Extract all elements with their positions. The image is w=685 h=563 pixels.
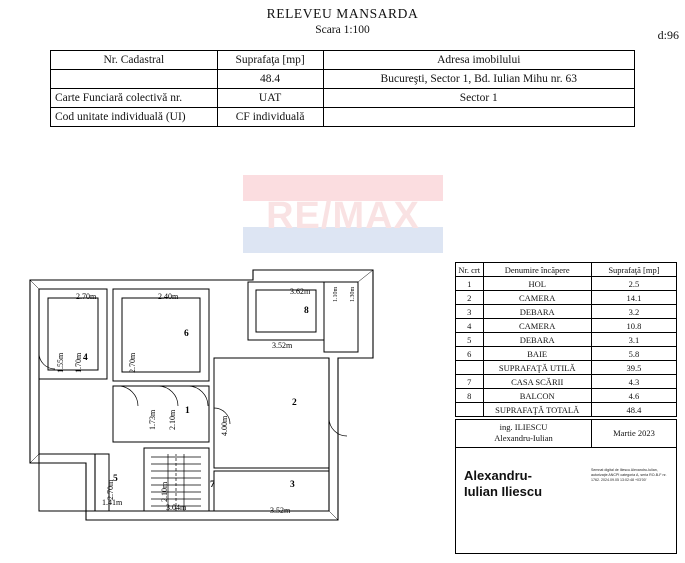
cell-room-name: BALCON [483, 389, 591, 403]
cell-room-area: 4.6 [591, 389, 676, 403]
plan-dimension: 2.40m [158, 292, 179, 301]
col-header-area: Suprafaţă [mp] [591, 263, 676, 277]
cell-area-value: 48.4 [217, 70, 323, 89]
plan-dimension: 2.10m [160, 481, 169, 502]
table-row [456, 347, 677, 361]
plan-dimension: 1.10m [333, 286, 339, 302]
table-row [456, 403, 677, 417]
table-row [456, 277, 677, 291]
plan-dimension: 1.73m [148, 409, 157, 430]
cell-room-area: 14.1 [591, 291, 676, 305]
engineer-name-line1: ing. ILIESCU [499, 422, 548, 432]
cell-room-area: 48.4 [591, 403, 676, 417]
cell-room-nr: 6 [456, 347, 484, 361]
property-info-table [50, 50, 635, 127]
cell-room-nr [456, 403, 484, 417]
floor-plan-drawing [18, 258, 438, 548]
cell-address-value: Bucureşti, Sector 1, Bd. Iulian Mihu nr. 63 [323, 70, 634, 89]
cell-room-name: DEBARA [483, 333, 591, 347]
plan-dimension: 3.52m [270, 506, 291, 515]
table-row [51, 51, 635, 70]
table-row [51, 89, 635, 108]
table-row [456, 361, 677, 375]
signature-top-row [456, 420, 676, 448]
engineer-name-cell [456, 420, 592, 447]
cell-empty [323, 108, 634, 127]
plan-room-number-1: 1 [185, 406, 190, 416]
cell-room-nr: 3 [456, 305, 484, 319]
engineer-name-line2: Alexandru-Iulian [494, 433, 553, 443]
watermark-blue-bar [243, 227, 443, 253]
table-row [456, 389, 677, 403]
watermark-white-bar [243, 201, 443, 227]
cell-address-header: Adresa imobilului [323, 51, 634, 70]
plan-dimension: 3.62m [290, 287, 311, 296]
watermark-red-bar [243, 175, 443, 201]
plan-dimension: 1.41m [102, 498, 123, 507]
cell-room-name: SUPRAFAŢĂ TOTALĂ [483, 403, 591, 417]
table-row [51, 108, 635, 127]
col-header-name: Denumire încăpere [483, 263, 591, 277]
cell-room-name: HOL [483, 277, 591, 291]
plan-dimension: 2.70m [106, 479, 115, 500]
signature-name-line1: Alexandru- [464, 468, 532, 483]
signature-block [455, 419, 677, 554]
scale-label: Scara 1:100 [315, 24, 370, 36]
cell-room-nr: 2 [456, 291, 484, 305]
cell-individual-cf-label: CF individuală [217, 108, 323, 127]
table-row [51, 70, 635, 89]
cell-room-area: 5.8 [591, 347, 676, 361]
col-header-nr: Nr. crt [456, 263, 484, 277]
table-header-row [456, 263, 677, 277]
cell-room-name: DEBARA [483, 305, 591, 319]
table-row [456, 375, 677, 389]
cell-room-nr [456, 361, 484, 375]
cell-room-name: CASA SCĂRII [483, 375, 591, 389]
digital-signature-name [464, 468, 584, 500]
cell-cadastral-value [51, 70, 218, 89]
cell-room-area: 4.3 [591, 375, 676, 389]
cell-room-nr: 1 [456, 277, 484, 291]
cell-uat-label: UAT [217, 89, 323, 108]
plan-room-number-5: 5 [113, 474, 118, 484]
page-title: RELEVEU MANSARDA [266, 6, 419, 21]
plan-room-number-2: 2 [292, 398, 297, 408]
plan-room-number-3: 3 [290, 480, 295, 490]
signature-name-line2: Iulian Iliescu [464, 484, 543, 499]
plan-dimension: 2.10m [168, 409, 177, 430]
table-row [456, 291, 677, 305]
cell-room-nr: 5 [456, 333, 484, 347]
cell-room-area: 10.8 [591, 319, 676, 333]
room-schedule-table [455, 262, 677, 417]
table-row [456, 333, 677, 347]
cell-room-name: CAMERA [483, 319, 591, 333]
cell-room-nr: 4 [456, 319, 484, 333]
watermark-text: RE/MAX [266, 195, 420, 237]
plan-dimension: 1.70m [74, 352, 83, 373]
plan-room-number-6: 6 [184, 329, 189, 339]
plan-room-number-7: 7 [210, 480, 215, 490]
plan-dimension: 2.70m [128, 352, 137, 373]
signature-date: Martie 2023 [613, 428, 655, 438]
cell-room-area: 3.1 [591, 333, 676, 347]
plan-room-number-8: 8 [304, 306, 309, 316]
cell-ui-code-label: Cod unitate individuală (UI) [51, 108, 218, 127]
plan-dimension: 4.00m [220, 415, 229, 436]
plan-dimension: 1.30m [350, 286, 356, 302]
cell-uat-value: Sector 1 [323, 89, 634, 108]
document-code: d:96 [657, 28, 679, 42]
cell-room-nr: 7 [456, 375, 484, 389]
table-row [456, 305, 677, 319]
cell-room-name: SUPRAFAŢĂ UTILĂ [483, 361, 591, 375]
cell-room-area: 2.5 [591, 277, 676, 291]
cell-room-name: CAMERA [483, 291, 591, 305]
cell-collective-cf-label: Carte Funciară colectivă nr. [51, 89, 218, 108]
digital-signature-note: Semnat digital de Iliescu Alexandru-Iulian, autorizaţie ANCPI categoria A, seria RO-B-F nr. 1762. 2024.09.05 13:02:48 +03'00' [591, 468, 667, 482]
cell-area-header: Suprafaţa [mp] [217, 51, 323, 70]
cell-room-name: BAIE [483, 347, 591, 361]
plan-dimension: 1.55m [56, 352, 65, 373]
table-row [456, 319, 677, 333]
plan-room-number-4: 4 [83, 353, 88, 363]
plan-dimension: 2.70m [76, 292, 97, 301]
cell-room-area: 39.5 [591, 361, 676, 375]
cell-room-nr: 8 [456, 389, 484, 403]
plan-dimension: 3.04m [166, 503, 187, 512]
cell-room-area: 3.2 [591, 305, 676, 319]
floor-plan-svg [18, 258, 438, 548]
plan-dimension: 3.52m [272, 341, 293, 350]
cell-cadastral-header: Nr. Cadastral [51, 51, 218, 70]
